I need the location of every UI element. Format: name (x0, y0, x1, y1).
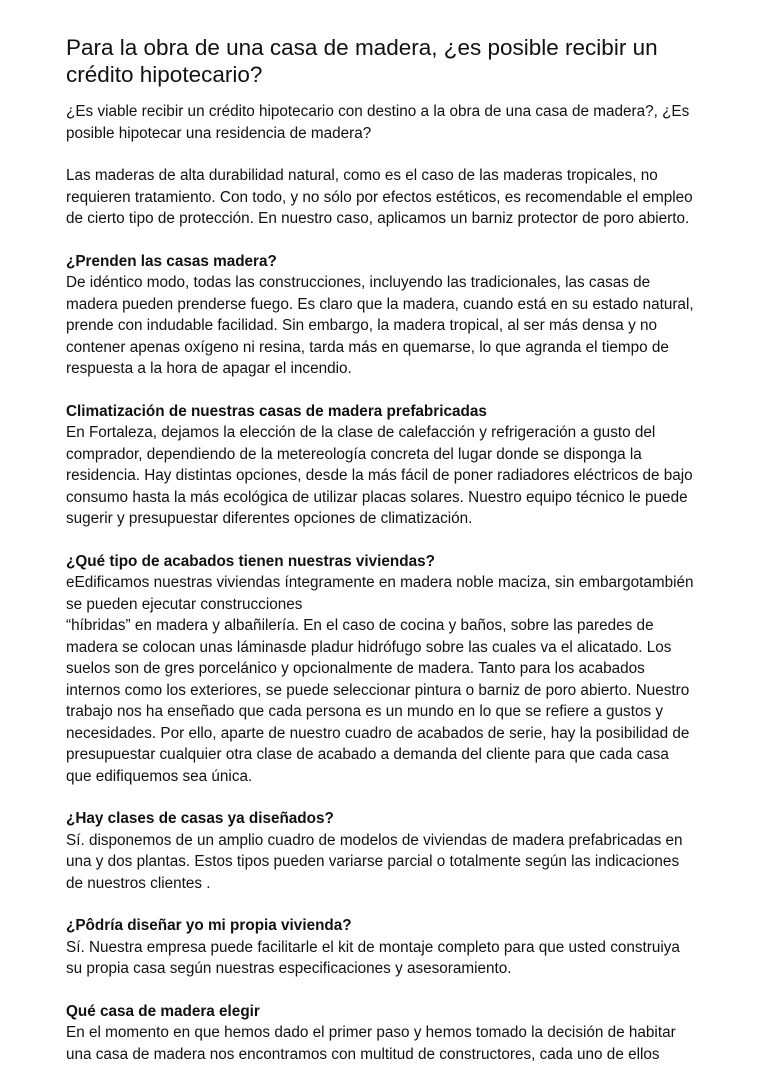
page-title (66, 34, 720, 88)
text-line: de cierto tipo de protección. En nuestro caso, aplicamos un barniz protector de poro abierto. (66, 210, 690, 227)
text-line: su propia casa según nuestras especificaciones y asesoramiento. (66, 960, 512, 977)
text-line: ¿Es viable recibir un crédito hipotecario con destino a la obra de una casa de madera?, ¿Es (66, 103, 690, 120)
text-line: “híbridas” en madera y albañilería. En el caso de cocina y baños, sobre las paredes de (66, 617, 654, 634)
text-line: internos como los exteriores, se puede seleccionar pintura o barniz de poro abierto. Nuestro (66, 681, 690, 699)
text-line: suelos son de gres porcelánico y opcionalmente de madera. Tanto para los acabados (66, 660, 645, 677)
text-line: de nuestros clientes . (66, 874, 211, 892)
title-line: crédito hipotecario? (66, 62, 263, 87)
text-line: En el momento en que hemos dado el primer paso y hemos tomado la decisión de habitar (66, 1024, 676, 1041)
text-line: posible hipotecar una residencia de madera? (66, 124, 372, 142)
text-line: madera se colocan unas láminasde pladur hidrófugo sobre las cuales va el alicatado. Los (66, 638, 672, 656)
section-climate (66, 401, 720, 530)
text-line: una casa de madera nos encontramos con multitud de constructores, cada uno de ellos (66, 1045, 660, 1063)
section-body (66, 272, 720, 380)
text-line: contener apenas oxígeno ni resina, tarda más en quemarse, lo que agranda el tiempo de (66, 338, 669, 356)
text-line: requieren tratamiento. Con todo, y no sólo por efectos estéticos, es recomendable el empleo (66, 188, 693, 206)
section-fire (66, 251, 720, 380)
section-designs (66, 808, 720, 894)
section-body (66, 830, 720, 895)
section-choose-house (66, 1001, 720, 1066)
section-body (66, 572, 720, 787)
text-line: se pueden ejecutar construcciones (66, 595, 303, 613)
text-line: prende con indudable facilidad. Sin embargo, la madera tropical, al ser más densa y no (66, 317, 657, 334)
text-line: necesidades. Por ello, aparte de nuestro cuadro de acabados de serie, hay la posibilidad de (66, 724, 690, 742)
text-line: Sí. disponemos de un amplio cuadro de modelos de viviendas de madera prefabricadas en (66, 831, 683, 849)
section-heading: ¿Qué tipo de acabados tienen nuestras viviendas? (66, 552, 435, 570)
section-heading: ¿Prenden las casas madera? (66, 252, 277, 270)
text-line: comprador, dependiendo de la metereología concreta del lugar donde se disponga la (66, 445, 642, 463)
durability-paragraph (66, 165, 720, 230)
title-line: Para la obra de una casa de madera, ¿es posible recibir un (66, 35, 658, 60)
text-line: sugerir y presupuestar diferentes opciones de climatización. (66, 510, 473, 527)
text-line: consumo hasta la más ecológica de utilizar placas solares. Nuestro equipo técnico le puede (66, 488, 688, 506)
text-line: Las maderas de alta durabilidad natural, como es el caso de las maderas tropicales, no (66, 167, 658, 184)
text-line: trabajo nos ha enseñado que cada persona es un mundo en lo que se refiere a gustos y (66, 703, 663, 720)
section-heading: ¿Pôdría diseñar yo mi propia vivienda? (66, 917, 352, 934)
section-finishes (66, 551, 720, 788)
section-body (66, 422, 720, 530)
section-heading: ¿Hay clases de casas ya diseñados? (66, 810, 334, 827)
text-line: Sí. Nuestra empresa puede facilitarle el kit de montaje completo para que usted construiya (66, 938, 680, 956)
text-line: una y dos plantas. Estos tipos pueden variarse parcial o totalmente según las indicaciones (66, 853, 680, 870)
text-line: residencia. Hay distintas opciones, desde la más fácil de poner radiadores eléctricos de bajo (66, 467, 693, 484)
text-line: De idéntico modo, todas las construcciones, incluyendo las tradicionales, las casas de (66, 274, 651, 291)
text-line: presupuestar cualquier otra clase de acabado a demanda del cliente para que cada casa (66, 746, 669, 763)
section-heading: Climatización de nuestras casas de madera prefabricadas (66, 402, 487, 420)
section-body (66, 937, 720, 980)
text-line: madera pueden prenderse fuego. Es claro que la madera, cuando está en su estado natural, (66, 295, 694, 313)
text-line: En Fortaleza, dejamos la elección de la clase de calefacción y refrigeración a gusto del (66, 424, 656, 441)
section-body (66, 1022, 720, 1065)
text-line: que edifiquemos sea única. (66, 767, 253, 785)
section-heading: Qué casa de madera elegir (66, 1002, 260, 1020)
intro-paragraph (66, 101, 720, 144)
text-line: eEdificamos nuestras viviendas íntegramente en madera noble maciza, sin embargotambién (66, 574, 694, 591)
text-line: respuesta a la hora de apagar el incendio. (66, 360, 352, 377)
section-own-design (66, 915, 720, 980)
